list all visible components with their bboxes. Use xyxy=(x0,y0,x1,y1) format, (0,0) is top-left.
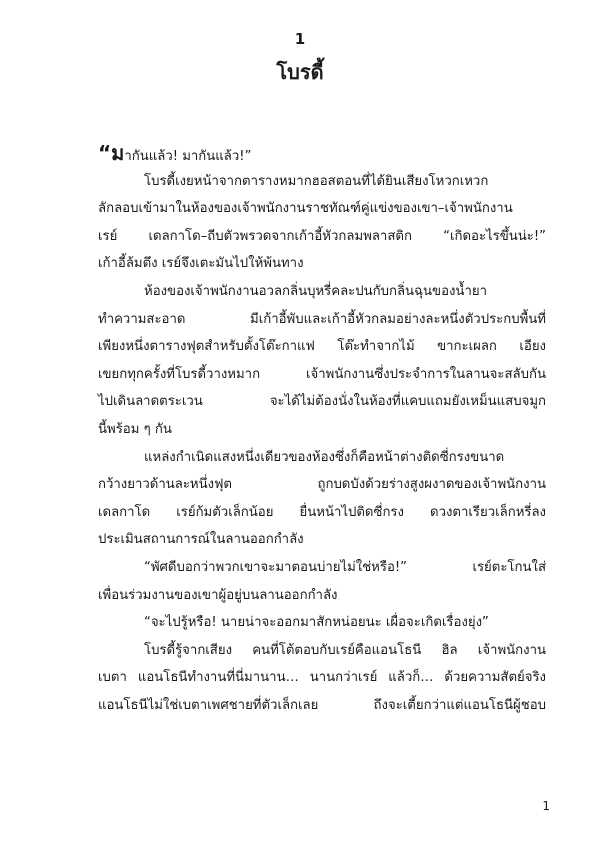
paragraph-line: เพียงหนึ่งตารางฟุตสำหรับตั้งโต๊ะกาแฟ โต๊ะทำจากไม้ ขากะเผลก เอียง xyxy=(98,339,546,355)
paragraph-line: โบรดี้เงยหน้าจากตารางหมากฮอสตอนที่ได้ยินเสียงโหวกเหวก xyxy=(144,173,489,189)
paragraph-line: เบตา แอนโธนีทำงานที่นี่มานาน… นานกว่าเรย์ แล้วก็… ด้วยความสัตย์จริง xyxy=(98,670,546,686)
paragraph-line xyxy=(98,140,546,168)
paragraph-line: นี้พร้อม ๆ กัน xyxy=(98,421,172,437)
paragraph-line: เรย์ เดลกาโด–ถีบตัวพรวดจากเก้าอี้หัวกลมพลาสติก “เกิดอะไรขึ้นน่ะ!” xyxy=(98,228,546,244)
paragraph-line: เพื่อนร่วมงานของเขาผู้อยู่บนลานออกกำลัง xyxy=(98,587,338,603)
paragraph-line: “พัศดีบอกว่าพวกเขาจะมาตอนบ่ายไม่ใช่หรือ!” เรย์ตะโกนใส่ xyxy=(144,559,546,575)
chapter-number: 1 xyxy=(294,30,306,48)
paragraph-line: เดลกาโด เรย์ก้มตัวเล็กน้อย ยื่นหน้าไปติดซี่กรง ดวงตาเรียวเล็กหรี่ลง xyxy=(98,504,546,520)
paragraph-line: ทำความสะอาด มีเก้าอี้พับและเก้าอี้หัวกลมอย่างละหนึ่งตัวประกบพื้นที่ xyxy=(98,311,546,327)
first-line-text: ากันแล้ว! มากันแล้ว!” xyxy=(124,149,252,164)
paragraph-line: แหล่งกำเนิดแสงหนึ่งเดียวของห้องซึ่งก็คือหน้าต่างติดซี่กรงขนาด xyxy=(144,449,505,465)
paragraph-line: เก้าอี้ล้มตึง เรย์จึงเตะมันไปให้พ้นทาง xyxy=(98,256,304,272)
paragraph-line: เขยกทุกครั้งที่โบรดี้วางหมาก เจ้าพนักงานซึ่งประจำการในลานจะสลับกัน xyxy=(98,366,546,382)
paragraph-line: แอนโธนีไม่ใช่เบตาเพศชายที่ตัวเล็กเลย ถึงจะเตี้ยกว่าแต่แอนโธนีผู้ชอบ xyxy=(98,697,546,713)
paragraph-line: ลักลอบเข้ามาในห้องของเจ้าพนักงานราชทัณฑ์คู่แข่งของเขา–เจ้าพนักงาน xyxy=(98,201,513,217)
paragraph-line: “จะไปรู้หรือ! นายน่าจะออกมาสักหน่อยนะ เผื่อจะเกิดเรื่องยุ่ง” xyxy=(144,615,489,631)
paragraph-line: ห้องของเจ้าพนักงานอวลกลิ่นบุหรี่คละปนกับกลิ่นฉุนของน้ำยา xyxy=(144,283,487,299)
chapter-title: โบรดี้ xyxy=(276,60,324,84)
chapter-body xyxy=(98,140,546,719)
drop-cap: “ม xyxy=(98,141,125,165)
page-number: 1 xyxy=(542,799,550,813)
paragraph-line: ไปเดินลาดตระเวน จะได้ไม่ต้องนั่งในห้องที่แคบแถมยังเหม็นแสบจมูก xyxy=(98,394,546,410)
paragraph-line: ประเมินสถานการณ์ในลานออกกำลัง xyxy=(98,532,304,548)
paragraph-line: โบรดี้รู้จากเสียง คนที่โต้ตอบกับเรย์คือแอนโธนี ฮิล เจ้าพนักงาน xyxy=(144,642,546,658)
paragraph-line: กว้างยาวด้านละหนึ่งฟุต ถูกบดบังด้วยร่างสูงผงาดของเจ้าพนักงาน xyxy=(98,477,546,493)
